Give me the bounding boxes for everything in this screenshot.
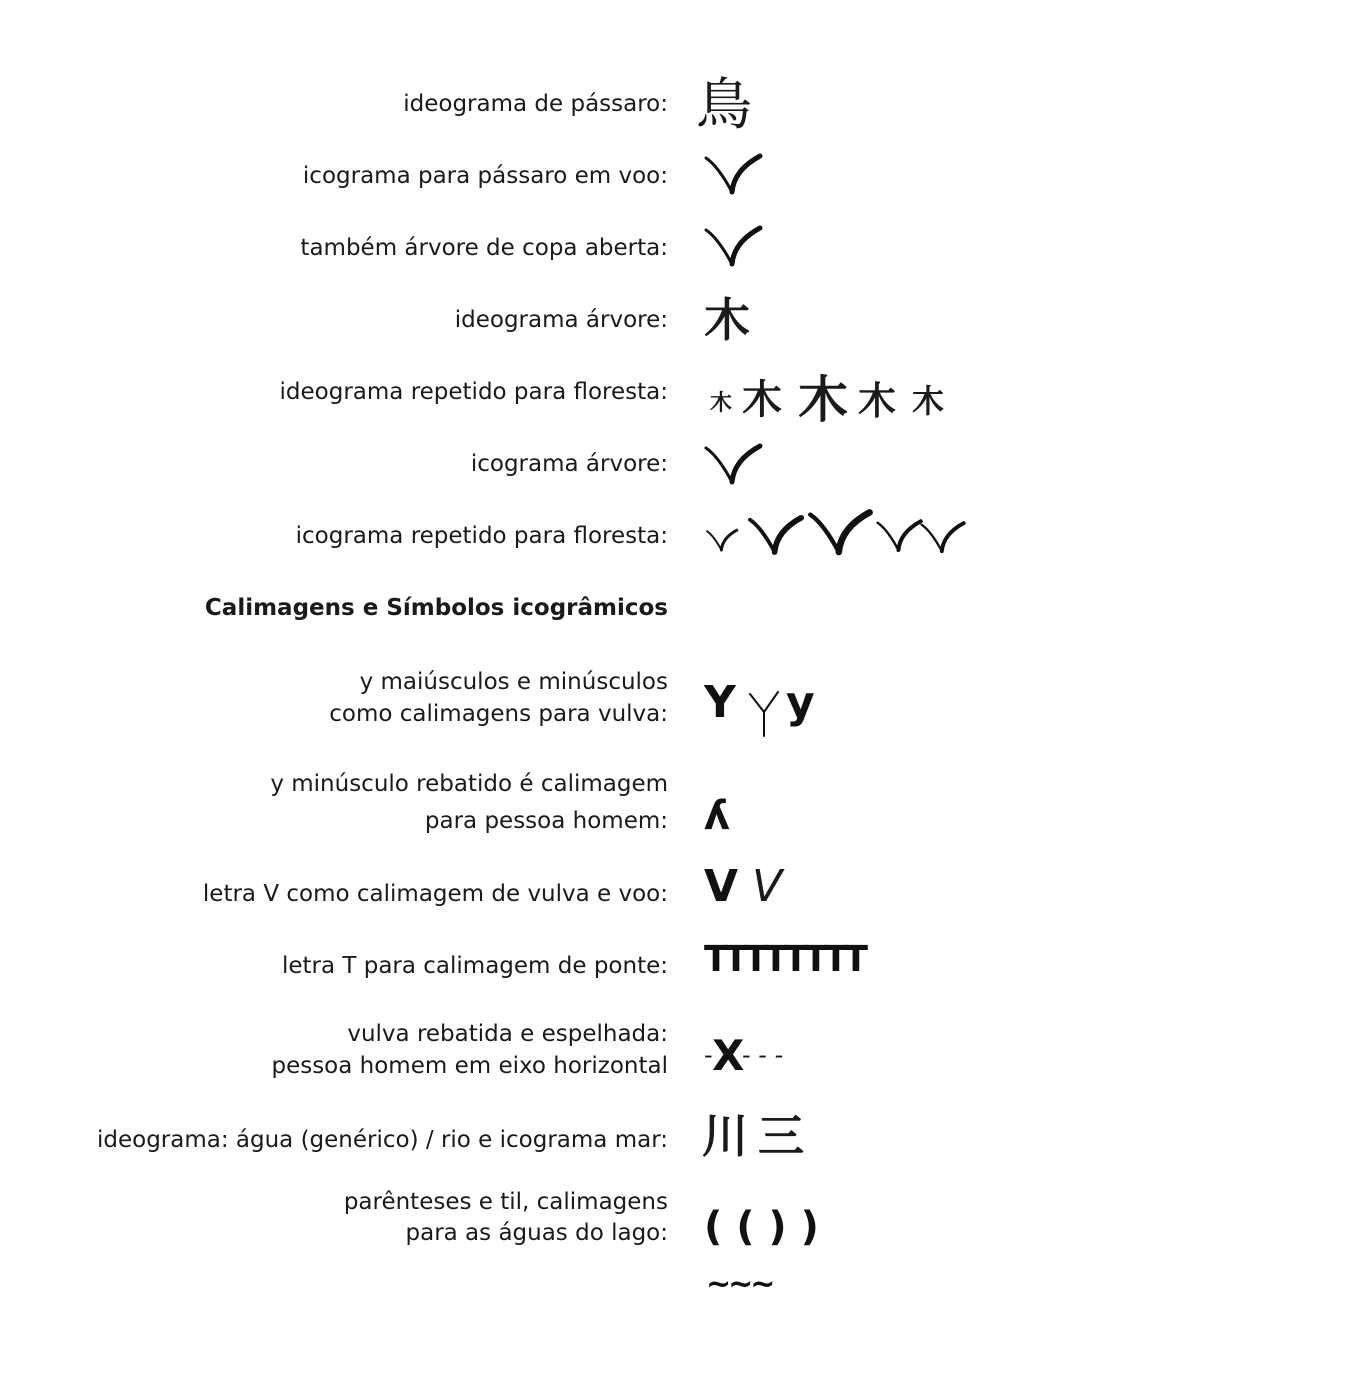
y-stroke-icon bbox=[922, 523, 964, 551]
item-label-line2: para pessoa homem: bbox=[424, 808, 668, 834]
row-label: icograma para pássaro em voo: bbox=[302, 163, 668, 189]
row-label: ideograma de pássaro: bbox=[403, 91, 668, 117]
item-label: letra V como calimagem de vulva e voo: bbox=[202, 881, 668, 907]
row-label: ideograma repetido para floresta: bbox=[279, 379, 668, 405]
river-ideogram-glyph: 川 bbox=[702, 1109, 748, 1163]
y-stroke-icon bbox=[704, 224, 764, 268]
row-label: também árvore de copa aberta: bbox=[300, 235, 668, 261]
tree-ideogram-glyph: 木 bbox=[912, 382, 945, 420]
item-label: ideograma: água (genérico) / rio e icograma mar: bbox=[96, 1127, 668, 1153]
tree-ideogram-glyph: 木 bbox=[704, 293, 750, 347]
inverted-y-glyph: ʎ bbox=[704, 793, 731, 839]
tilde-glyphs: ~~~ bbox=[706, 1267, 773, 1302]
uppercase-y-glyph: Y bbox=[704, 677, 736, 728]
lowercase-y-glyph: y bbox=[786, 677, 815, 728]
dash-left: - bbox=[704, 1041, 713, 1069]
x-glyph: X bbox=[712, 1031, 745, 1080]
bold-v-glyph: V bbox=[704, 861, 739, 912]
item-label-line1: y maiúsculos e minúsculos bbox=[359, 669, 668, 695]
tree-ideogram-glyph: 木 bbox=[742, 377, 782, 423]
tree-ideogram-glyph: 木 bbox=[858, 379, 897, 423]
item-label-line2: pessoa homem em eixo horizontal bbox=[271, 1053, 668, 1079]
y-stroke-icon bbox=[704, 152, 764, 196]
item-label-line2: para as águas do lago: bbox=[405, 1220, 668, 1246]
item-label: letra T para calimagem de ponte: bbox=[281, 953, 668, 979]
parentheses-glyphs: ( ( ) ) bbox=[704, 1204, 819, 1250]
row-label: icograma repetido para floresta: bbox=[295, 523, 668, 549]
y-stroke-icon bbox=[707, 530, 737, 550]
t-bridge-glyphs: TTTTTTTT bbox=[704, 939, 864, 980]
sea-icogram-glyph: 三 bbox=[758, 1109, 804, 1163]
item-label-line2: como calimagens para vulva: bbox=[329, 701, 668, 727]
forest-ideogram-group bbox=[706, 358, 966, 429]
row-label: icograma árvore: bbox=[470, 451, 668, 477]
section-title-text: Calimagens e Símbolos icogrâmicos bbox=[204, 595, 668, 621]
forest-y-stroke-group bbox=[704, 510, 974, 560]
item-label-line1: vulva rebatida e espelhada: bbox=[347, 1021, 668, 1047]
y-stroke-icon bbox=[750, 518, 801, 552]
italic-v-glyph: V bbox=[752, 861, 783, 912]
bird-ideogram-glyph: 鳥 bbox=[696, 73, 752, 138]
item-label-line1: parênteses e til, calimagens bbox=[343, 1189, 668, 1215]
tree-ideogram-glyph: 木 bbox=[710, 391, 733, 416]
row-label: ideograma árvore: bbox=[454, 307, 668, 333]
y-stroke-icon bbox=[810, 512, 869, 552]
thin-y-icon bbox=[748, 688, 782, 736]
dash-right: - - - bbox=[742, 1041, 784, 1069]
item-label-line1: y minúsculo rebatido é calimagem bbox=[270, 771, 668, 797]
tree-ideogram-glyph: 木 bbox=[798, 371, 848, 429]
y-stroke-icon bbox=[878, 521, 921, 550]
y-stroke-icon bbox=[704, 442, 764, 486]
